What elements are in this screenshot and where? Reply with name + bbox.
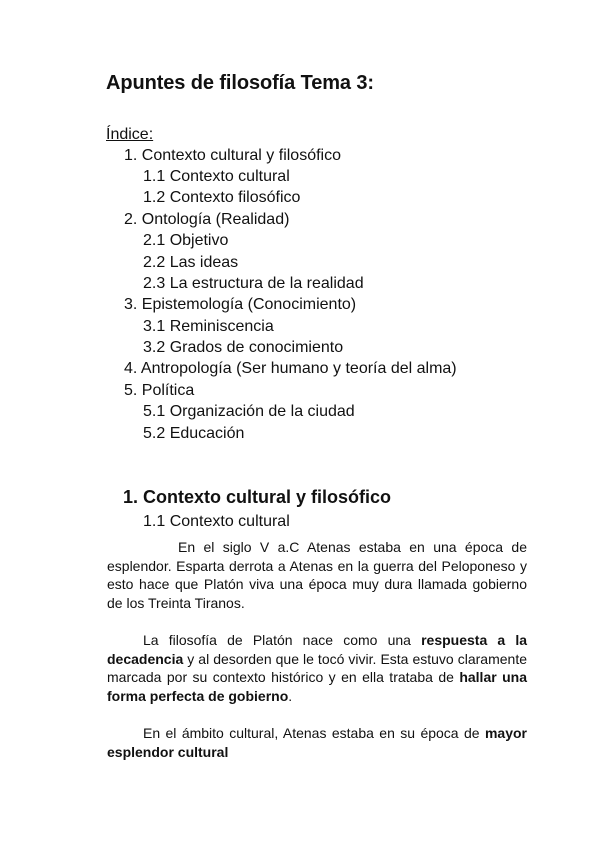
toc-item: 2.1 Objetivo xyxy=(143,232,229,249)
body-paragraph xyxy=(107,631,527,705)
body-paragraph xyxy=(107,724,527,761)
document-title: Apuntes de filosofía Tema 3: xyxy=(106,72,374,94)
toc-item: 3.2 Grados de conocimiento xyxy=(143,339,344,356)
text-run: En el siglo V a.C Atenas estaba en una época de esplendor. Esparta derrota a Atenas en la guerra del Peloponeso y esto hace que Platón viva una época muy dura llamada gobierno de los Treinta Tiranos. xyxy=(107,539,527,611)
section-heading: 1. Contexto cultural y filosófico xyxy=(123,487,392,507)
toc-item: 2.3 La estructura de la realidad xyxy=(143,275,364,292)
toc-item: 5.1 Organización de la ciudad xyxy=(143,403,355,420)
toc-item: 5.2 Educación xyxy=(143,425,245,442)
toc-item: 3.1 Reminiscencia xyxy=(143,318,274,335)
bold-text: mayor esplendor cultural xyxy=(107,725,527,760)
toc-heading: Índice: xyxy=(106,126,154,143)
text-run: La filosofía de Platón nace como una xyxy=(143,632,422,648)
subsection-heading: 1.1 Contexto cultural xyxy=(143,513,290,530)
toc-item: 1. Contexto cultural y filosófico xyxy=(124,147,341,164)
toc-item: 5. Política xyxy=(124,382,195,399)
toc-item: 1.1 Contexto cultural xyxy=(143,168,290,185)
toc-item: 2. Ontología (Realidad) xyxy=(124,211,290,228)
bold-text: hallar una forma perfecta de gobierno xyxy=(107,669,527,704)
text-run: . xyxy=(288,687,293,704)
bold-text: respuesta a la decadencia xyxy=(107,632,527,667)
toc-item: 1.2 Contexto filosófico xyxy=(143,189,301,206)
text-run: En el ámbito cultural, Atenas estaba en su época de xyxy=(143,725,485,741)
toc-item: 2.2 Las ideas xyxy=(143,254,239,271)
text-run: y al desorden que le tocó vivir. Esta estuvo claramente marcada por su contexto histórico y en ella trataba de xyxy=(107,650,527,685)
toc-item: 3. Epistemología (Conocimiento) xyxy=(124,296,357,313)
toc-item: 4. Antropología (Ser humano y teoría del alma) xyxy=(124,360,457,377)
body-paragraph xyxy=(107,538,527,612)
